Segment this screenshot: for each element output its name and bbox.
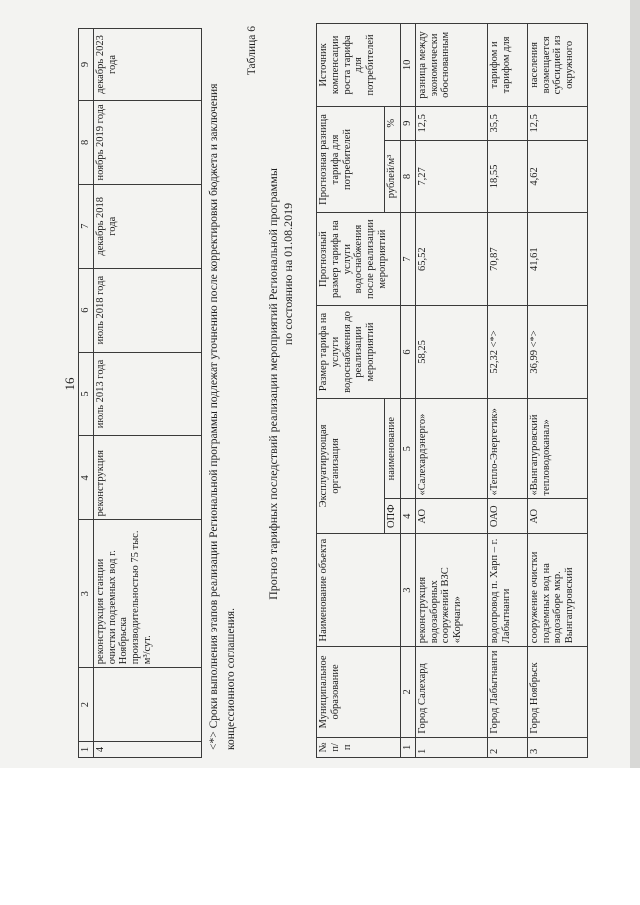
table-cell: 3	[527, 737, 587, 757]
table-cell: 5	[79, 352, 94, 436]
header-tariff-before: Размер тарифа на услуги водоснабжения до реализации мероприятий	[317, 306, 401, 399]
table-cell: сооружение очистки подземных вод на водозаборе мкр. Вынгапуровский	[527, 533, 587, 646]
table-cell: 3	[401, 533, 416, 646]
table-cell: АО	[527, 499, 587, 534]
table-colnum-row	[401, 24, 416, 758]
table-title-text: Прогноз тарифных последствий реализации мероприятий Региональной программы	[266, 168, 280, 600]
header-opf: ОПФ	[385, 499, 401, 534]
table-cell: июль 2018 года	[93, 268, 201, 352]
table-cell: 4	[93, 742, 201, 758]
table-cell: 7,27	[415, 140, 487, 212]
table-row	[487, 24, 527, 758]
table-cell: ОАО	[487, 499, 527, 534]
table-cell: тарифом и тарифом для	[487, 24, 527, 107]
table-cell: 58,25	[415, 306, 487, 399]
table-cell: 2	[401, 647, 416, 737]
table-cell: водопровод п. Харп – г. Лабытнанги	[487, 533, 527, 646]
table-cell: 12,5	[527, 106, 587, 140]
table-cell: 8	[401, 140, 416, 212]
header-diff: Прогнозная разница тарифа для потребителей	[317, 106, 385, 212]
header-unit: рублей/м³	[385, 140, 401, 212]
table-cell: 70,87	[487, 213, 527, 306]
table-cell: 4	[401, 499, 416, 534]
table-cell: Город Лабытнанги	[487, 647, 527, 737]
table-header-row	[79, 29, 94, 758]
table-date: по состоянию на 01.08.2019	[281, 202, 295, 346]
table-cell: 4,62	[527, 140, 587, 212]
table-cell: 9	[401, 106, 416, 140]
table-cell: Город Салехард	[415, 647, 487, 737]
table-cell: 4	[79, 436, 94, 520]
table-cell: реконструкция	[93, 436, 201, 520]
table-cell: 35,5	[487, 106, 527, 140]
table-cell: 52,32 <*>	[487, 306, 527, 399]
table-cell: населения возмещается субсидией из окружного	[527, 24, 587, 107]
table-cell: 41,61	[527, 213, 587, 306]
table-cell: Город Ноябрьск	[527, 647, 587, 737]
table-row	[415, 24, 487, 758]
table-row	[93, 29, 201, 758]
table-cell: 36,99 <*>	[527, 306, 587, 399]
table-header-row	[317, 24, 385, 758]
table-cell: 5	[401, 398, 416, 499]
table-cell: 1	[401, 737, 416, 757]
footnote: <*> Сроки выполнения этапов реализации Региональной программы подлежат уточнению после корректировки бюджета и заключения концессионного соглашения.	[208, 83, 237, 750]
blank-area	[0, 768, 640, 905]
header-source: Источник компенсации роста тарифа для потребителей	[317, 24, 401, 107]
table-cell: 18,55	[487, 140, 527, 212]
table-cell: 3	[79, 520, 94, 668]
table-cell: реконструкция станции очистки подземных вод г. Ноябрьска производительностью 75 тыс. м³/сут.	[93, 520, 201, 668]
table-cell	[93, 668, 201, 742]
table-cell: 2	[487, 737, 527, 757]
table-cell: 2	[79, 668, 94, 742]
header-object: Наименование объекта	[317, 533, 401, 646]
page-number: 16	[62, 377, 77, 391]
table-cell: АО	[415, 499, 487, 534]
table-title	[266, 0, 296, 768]
table-cell: «Вынгапуровский тепловодоканал»	[527, 398, 587, 499]
header-num: № п/п	[317, 737, 401, 757]
schedule-table	[78, 28, 202, 758]
header-municipality: Муниципальное образование	[317, 647, 401, 737]
table-cell: 7	[401, 213, 416, 306]
table-cell: 8	[79, 100, 94, 184]
tariff-table	[316, 23, 588, 758]
table-cell: 1	[79, 742, 94, 758]
table-cell: 9	[79, 29, 94, 101]
table-cell: 65,52	[415, 213, 487, 306]
table-cell: «Салехардэнерго»	[415, 398, 487, 499]
table-cell: «Тепло-Энергетик»	[487, 398, 527, 499]
table-row	[527, 24, 587, 758]
header-tariff-after: Прогнозный размер тарифа на услуги водоснабжения после реализации мероприятий	[317, 213, 401, 306]
table-cell: 12,5	[415, 106, 487, 140]
table-cell: 6	[79, 268, 94, 352]
table-cell: разница между экономически обоснованным	[415, 24, 487, 107]
table-cell: 10	[401, 24, 416, 107]
table-cell: реконструкция водозаборных сооружений ВЗС «Корчаги»	[415, 533, 487, 646]
header-name: наименование	[385, 398, 401, 499]
table-cell: июль 2013 года	[93, 352, 201, 436]
header-percent: %	[385, 106, 401, 140]
header-operator: Эксплуатирующая организация	[317, 398, 385, 533]
table-cell: 6	[401, 306, 416, 399]
table-cell: декабрь 2018 года	[93, 184, 201, 268]
table-label: Таблица 6	[246, 26, 258, 76]
table-cell: 7	[79, 184, 94, 268]
table-cell: ноябрь 2019 года	[93, 100, 201, 184]
table-cell: 1	[415, 737, 487, 757]
table-cell: декабрь 2023 года	[93, 29, 201, 101]
